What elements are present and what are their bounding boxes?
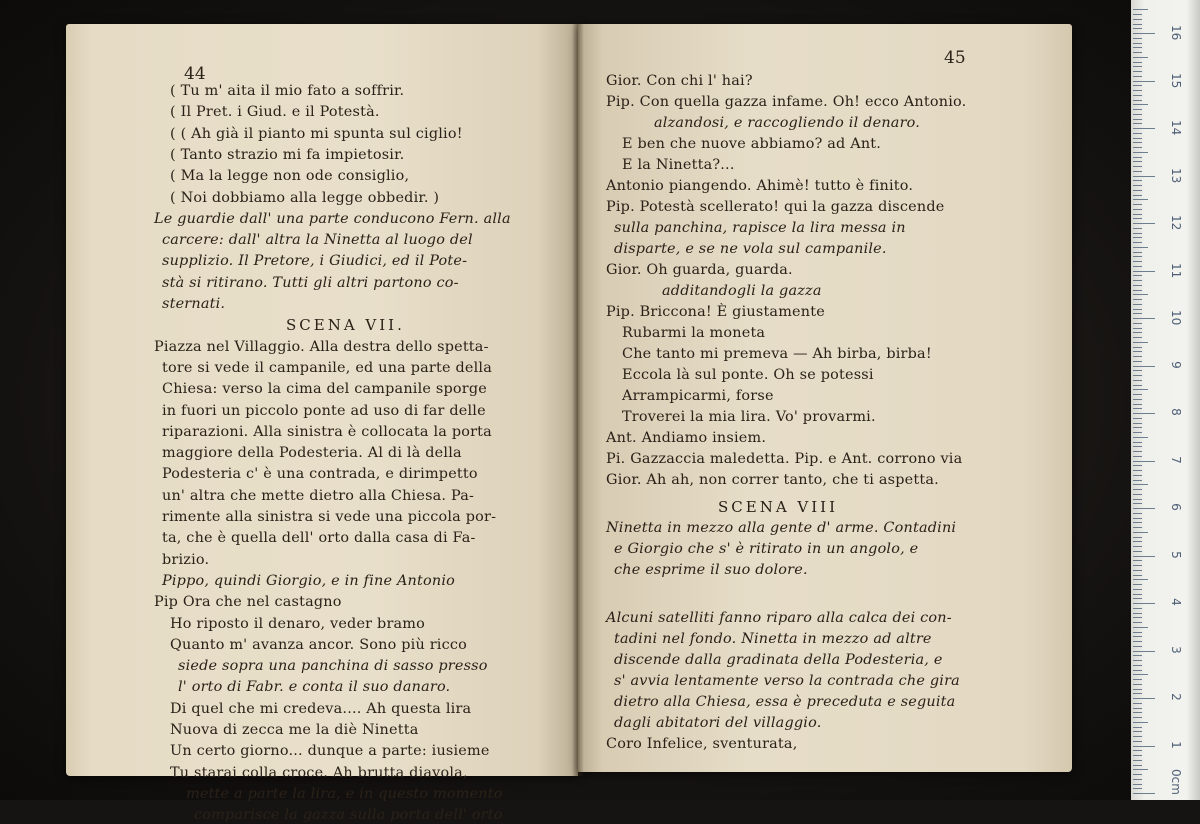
ruler-tick: [1133, 503, 1142, 504]
ruler-tick: [1133, 461, 1155, 462]
ruler-tick: [1133, 14, 1142, 15]
ruler-number: 5: [1169, 550, 1183, 559]
stage-direction-line: Ninetta in mezzo alla gente d' arme. Contadini: [606, 520, 957, 536]
ruler-tick: [1133, 247, 1148, 248]
text-line: Troverei la mia lira. Vo' provarmi.: [622, 409, 876, 425]
stage-direction-line: disparte, e se ne vola sul campanile.: [614, 241, 887, 257]
text-line: Tu starai colla croce. Ah brutta diavola,: [170, 764, 468, 781]
text-line: rimente alla sinistra si vede una piccola por-: [162, 509, 497, 525]
ruler-tick: [1133, 679, 1142, 680]
ruler-tick: [1133, 793, 1155, 794]
ruler-tick: [1133, 233, 1142, 234]
ruler-tick: [1133, 176, 1155, 177]
ruler-tick: [1133, 674, 1148, 675]
text-line: ta, che è quella dell' orto dalla casa di Fa-: [162, 530, 476, 547]
ruler-number: 13: [1169, 167, 1183, 183]
ruler-tick: [1133, 646, 1142, 647]
ruler-tick: [1133, 394, 1142, 395]
ruler-tick: [1133, 784, 1142, 785]
ruler-tick: [1133, 342, 1148, 343]
ruler-tick: [1133, 275, 1142, 276]
ruler-tick: [1133, 408, 1142, 409]
ruler-number: 2: [1169, 693, 1183, 701]
text-line: Podesteria c' è una contrada, e dirimpetto: [162, 466, 478, 483]
ruler-tick: [1133, 589, 1142, 590]
ruler-tick: [1133, 123, 1142, 124]
ruler-tick: [1133, 24, 1142, 25]
ruler-tick: [1133, 328, 1142, 329]
ruler-tick: [1133, 556, 1155, 557]
text-line: Gior. Ah ah, non correr tanto, che ti aspetta.: [606, 472, 939, 488]
ruler-tick: [1133, 261, 1142, 262]
ruler-tick: [1133, 271, 1155, 272]
ruler-tick: [1133, 62, 1142, 63]
ruler-tick: [1133, 180, 1142, 181]
text-line: Pip. Potestà scellerato! qui la gazza discende: [606, 199, 945, 215]
ruler-tick: [1133, 389, 1148, 390]
stage-direction-line: s' avvia lentamente verso la contrada che gira: [614, 673, 960, 689]
ruler-tick: [1133, 627, 1148, 628]
ruler-tick: [1133, 741, 1142, 742]
ruler-tick: [1133, 38, 1142, 39]
ruler-tick: [1133, 774, 1142, 775]
ruler-tick: [1133, 19, 1142, 20]
ruler-tick: [1133, 185, 1142, 186]
stage-direction-line: dagli abitatori del villaggio.: [614, 715, 822, 731]
page-number: 45: [944, 48, 966, 68]
stage-direction-line: l' orto di Fabr. e conta il suo danaro.: [178, 679, 451, 696]
ruler-tick: [1133, 480, 1142, 481]
ruler-tick: [1133, 33, 1155, 34]
ruler-number: 7: [1169, 455, 1183, 464]
ruler-tick: [1133, 375, 1142, 376]
text-line: Chiesa: verso la cima del campanile sporge: [162, 381, 487, 398]
ruler-tick: [1133, 104, 1148, 105]
ruler-tick: [1133, 655, 1142, 656]
ruler-tick: [1133, 214, 1142, 215]
ruler-tick: [1133, 266, 1142, 267]
ruler-tick: [1133, 57, 1148, 58]
ruler-tick: [1133, 318, 1155, 319]
ruler-number: 1: [1169, 740, 1183, 749]
text-line: Gior. Con chi l' hai?: [606, 73, 753, 89]
ruler-tick: [1133, 613, 1142, 614]
measuring-ruler: [1131, 0, 1200, 800]
ruler-tick: [1133, 218, 1142, 219]
ruler-tick: [1133, 71, 1142, 72]
ruler-number: 6: [1169, 503, 1183, 511]
ruler-tick: [1133, 252, 1142, 253]
text-line: ( Ma la legge non ode consiglio,: [170, 168, 410, 185]
ruler-tick: [1133, 332, 1142, 333]
ruler-tick: [1133, 85, 1142, 86]
ruler-tick: [1133, 769, 1148, 770]
ruler-tick: [1133, 565, 1142, 566]
ruler-tick: [1133, 470, 1142, 471]
text-line: ( ( Ah già il pianto mi spunta sul ciglio!: [170, 125, 463, 142]
text-line: Nuova di zecca me la diè Ninetta: [170, 722, 419, 738]
left-page: [66, 24, 578, 824]
ruler-tick: [1133, 157, 1142, 158]
text-line: E la Ninetta?...: [622, 157, 735, 173]
ruler-tick: [1133, 100, 1142, 101]
text-line: Pip Ora che nel castagno: [154, 594, 342, 611]
ruler-tick: [1133, 598, 1142, 599]
ruler-tick: [1133, 432, 1142, 433]
ruler-tick: [1133, 494, 1142, 495]
ruler-tick: [1133, 670, 1142, 671]
ruler-tick: [1133, 698, 1155, 699]
ruler-tick: [1133, 147, 1142, 148]
ruler-tick: [1133, 522, 1142, 523]
ruler-tick: [1133, 385, 1142, 386]
ruler-tick: [1133, 617, 1142, 618]
ruler-tick: [1133, 90, 1142, 91]
text-line: E ben che nuove abbiamo? ad Ant.: [622, 136, 882, 152]
stage-direction-line: supplizio. Il Pretore, i Giudici, ed il Pote-: [162, 253, 468, 270]
stage-direction-line: comparisce la gazza sulla porta dell' orto: [194, 807, 503, 824]
ruler-number: 3: [1169, 645, 1183, 654]
ruler-tick: [1133, 413, 1155, 414]
ruler-tick: [1133, 722, 1148, 723]
ruler-tick: [1133, 109, 1142, 110]
text-line: brizio.: [162, 551, 210, 568]
text-line: Arrampicarmi, forse: [622, 388, 774, 404]
text-line: Di quel che mi credeva.... Ah questa lira: [170, 700, 472, 717]
ruler-tick: [1133, 304, 1142, 305]
ruler-unit-label: 0cm: [1169, 769, 1183, 795]
ruler-tick: [1133, 418, 1142, 419]
ruler-tick: [1133, 370, 1142, 371]
ruler-tick: [1133, 608, 1142, 609]
ruler-tick: [1133, 380, 1142, 381]
ruler-tick: [1133, 237, 1142, 238]
ruler-tick: [1133, 746, 1155, 747]
ruler-tick: [1133, 195, 1142, 196]
ruler-tick: [1133, 190, 1142, 191]
ruler-tick: [1133, 717, 1142, 718]
text-line: Eccola là sul ponte. Oh se potessi: [622, 367, 874, 383]
ruler-tick: [1133, 708, 1142, 709]
right-page: [578, 24, 1072, 772]
ruler-tick: [1133, 313, 1142, 314]
ruler-number: 12: [1169, 215, 1183, 231]
stage-direction-line: sternati.: [162, 296, 226, 312]
ruler-tick: [1133, 560, 1142, 561]
ruler-tick: [1133, 465, 1142, 466]
ruler-tick: [1133, 280, 1142, 281]
ruler-tick: [1133, 119, 1142, 120]
ruler-tick: [1133, 366, 1155, 367]
text-line: ( Tu m' aita il mio fato a soffrir.: [170, 83, 405, 99]
ruler-tick: [1133, 489, 1142, 490]
text-line: tore si vede il campanile, ed una parte della: [162, 359, 492, 376]
stage-direction-line: Alcuni satelliti fanno riparo alla calca dei con-: [606, 610, 952, 626]
ruler-number: 15: [1169, 72, 1183, 88]
text-line: Che tanto mi premeva — Ah birba, birba!: [622, 346, 932, 362]
ruler-number: 10: [1169, 310, 1183, 326]
ruler-tick: [1133, 636, 1142, 637]
ruler-tick: [1133, 228, 1142, 229]
ruler-tick: [1133, 361, 1142, 362]
page-number: 44: [184, 64, 206, 84]
ruler-tick: [1133, 437, 1148, 438]
ruler-tick: [1133, 632, 1142, 633]
ruler-tick: [1133, 475, 1142, 476]
ruler-number: 16: [1169, 25, 1183, 41]
ruler-tick: [1133, 693, 1142, 694]
ruler-tick: [1133, 290, 1142, 291]
stage-direction-line: e Giorgio che s' è ritirato in un angolo, e: [614, 541, 919, 557]
ruler-tick: [1133, 347, 1142, 348]
ruler-tick: [1133, 427, 1142, 428]
text-line: maggiore della Podesteria. Al di là della: [162, 445, 462, 462]
text-line: in fuori un piccolo ponte ad uso di far delle: [162, 402, 486, 419]
ruler-tick: [1133, 399, 1142, 400]
text-line: Pip. Briccona! È giustamente: [606, 304, 825, 320]
text-line: Pi. Gazzaccia maledetta. Pip. e Ant. corrono via: [606, 451, 963, 467]
ruler-tick: [1133, 351, 1142, 352]
ruler-tick: [1133, 660, 1142, 661]
ruler-tick: [1133, 760, 1142, 761]
ruler-tick: [1133, 76, 1142, 77]
stage-direction-line: Pippo, quindi Giorgio, e in fine Antonio: [162, 572, 455, 589]
ruler-tick: [1133, 309, 1142, 310]
ruler-tick: [1133, 731, 1142, 732]
ruler-tick: [1133, 532, 1148, 533]
ruler-tick: [1133, 508, 1155, 509]
ruler-tick: [1133, 161, 1142, 162]
ruler-tick: [1133, 755, 1142, 756]
ruler-tick: [1133, 166, 1142, 167]
ruler-tick: [1133, 765, 1142, 766]
ruler-tick: [1133, 551, 1142, 552]
ruler-tick: [1133, 81, 1155, 82]
ruler-tick: [1133, 209, 1142, 210]
text-line: Rubarmi la moneta: [622, 325, 766, 341]
text-line: Coro Infelice, sventurata,: [606, 736, 798, 752]
ruler-tick: [1133, 689, 1142, 690]
ruler-tick: [1133, 484, 1148, 485]
stage-direction-line: discende dalla gradinata della Podesteria, e: [614, 652, 943, 668]
text-line: Antonio piangendo. Ahimè! tutto è finito.: [606, 178, 914, 194]
ruler-number: 9: [1169, 360, 1183, 369]
text-line: ( Noi dobbiamo alla legge obbedir. ): [170, 189, 440, 206]
text-line: Piazza nel Villaggio. Alla destra dello spetta-: [154, 338, 489, 355]
ruler-tick: [1133, 9, 1148, 10]
text-line: un' altra che mette dietro alla Chiesa. Pa-: [162, 487, 475, 504]
ruler-number: 14: [1169, 120, 1183, 136]
ruler-tick: [1133, 651, 1155, 652]
stage-direction-line: sulla panchina, rapisce la lira messa in: [614, 220, 906, 236]
ruler-tick: [1133, 152, 1148, 153]
ruler-tick: [1133, 128, 1155, 129]
ruler-tick: [1133, 323, 1142, 324]
ruler-tick: [1133, 641, 1142, 642]
ruler-tick: [1133, 142, 1142, 143]
ruler-tick: [1133, 527, 1142, 528]
ruler-tick: [1133, 736, 1142, 737]
ruler-tick: [1133, 546, 1142, 547]
ruler-number: 11: [1169, 262, 1183, 278]
stage-direction-line: alzandosi, e raccogliendo il denaro.: [654, 115, 921, 131]
ruler-tick: [1133, 204, 1142, 205]
ruler-tick: [1133, 223, 1155, 224]
ruler-tick: [1133, 138, 1142, 139]
book-gutter: [572, 24, 584, 776]
ruler-tick: [1133, 570, 1142, 571]
stage-direction-line: che esprime il suo dolore.: [614, 562, 808, 578]
ruler-tick: [1133, 584, 1142, 585]
ruler-tick: [1133, 199, 1148, 200]
ruler-tick: [1133, 456, 1142, 457]
stage-direction-line: Le guardie dall' una parte conducono Fern. alla: [154, 210, 511, 227]
ruler-number: 8: [1169, 408, 1183, 416]
ruler-tick: [1133, 404, 1142, 405]
text-line: Ho riposto il denaro, veder bramo: [170, 615, 426, 632]
ruler-tick: [1133, 603, 1155, 604]
stage-direction-line: mette a parte la lira, e in questo momento: [186, 785, 503, 802]
text-line: Gior. Oh guarda, guarda.: [606, 262, 793, 278]
stage-direction-line: carcere: dall' altra la Ninetta al luogo del: [162, 232, 473, 249]
ruler-tick: [1133, 513, 1142, 514]
scene-heading: SCENA VII.: [286, 316, 405, 335]
stage-direction-line: stà si ritirano. Tutti gli altri partono co-: [162, 274, 459, 291]
ruler-tick: [1133, 788, 1142, 789]
scene-heading: SCENA VIII: [718, 498, 839, 516]
ruler-tick: [1133, 242, 1142, 243]
text-line: Pip. Con quella gazza infame. Oh! ecco Antonio.: [606, 94, 967, 110]
ruler-tick: [1133, 114, 1142, 115]
stage-direction-line: siede sopra una panchina di sasso presso: [178, 658, 488, 675]
ruler-tick: [1133, 171, 1142, 172]
ruler-tick: [1133, 285, 1142, 286]
ruler-tick: [1133, 665, 1142, 666]
ruler-tick: [1133, 712, 1142, 713]
ruler-tick: [1133, 703, 1142, 704]
ruler-tick: [1133, 133, 1142, 134]
ruler-tick: [1133, 47, 1142, 48]
text-line: Ant. Andiamo insiem.: [606, 430, 767, 446]
ruler-tick: [1133, 256, 1142, 257]
stage-direction-line: dietro alla Chiesa, essa è preceduta e seguita: [614, 694, 956, 710]
text-line: ( Tanto strazio mi fa impietosir.: [170, 146, 405, 163]
ruler-tick: [1133, 579, 1148, 580]
ruler-tick: [1133, 594, 1142, 595]
ruler-tick: [1133, 518, 1142, 519]
ruler-tick: [1133, 451, 1142, 452]
text-line: Quanto m' avanza ancor. Sono più ricco: [170, 636, 467, 653]
ruler-tick: [1133, 356, 1142, 357]
ruler-tick: [1133, 43, 1142, 44]
ruler-tick: [1133, 442, 1142, 443]
ruler-tick: [1133, 541, 1142, 542]
ruler-tick: [1133, 66, 1142, 67]
ruler-tick: [1133, 727, 1142, 728]
ruler-tick: [1133, 294, 1148, 295]
ruler-tick: [1133, 299, 1142, 300]
text-line: ( Il Pret. i Giud. e il Potestà.: [170, 104, 380, 121]
ruler-tick: [1133, 499, 1142, 500]
ruler-tick: [1133, 622, 1142, 623]
ruler-tick: [1133, 750, 1142, 751]
stage-direction-line: tadini nel fondo. Ninetta in mezzo ad altre: [614, 631, 932, 647]
ruler-tick: [1133, 423, 1142, 424]
ruler-tick: [1133, 537, 1142, 538]
ruler-tick: [1133, 52, 1142, 53]
stage-direction-line: additandogli la gazza: [662, 283, 822, 299]
text-line: riparazioni. Alla sinistra è collocata la porta: [162, 423, 492, 440]
ruler-tick: [1133, 95, 1142, 96]
text-line: Un certo giorno... dunque a parte: iusieme: [170, 743, 490, 760]
ruler-tick: [1133, 28, 1142, 29]
ruler-tick: [1133, 446, 1142, 447]
ruler-tick: [1133, 684, 1142, 685]
ruler-tick: [1133, 575, 1142, 576]
ruler-tick: [1133, 337, 1142, 338]
ruler-tick: [1133, 779, 1142, 780]
ruler-number: 4: [1169, 598, 1183, 606]
